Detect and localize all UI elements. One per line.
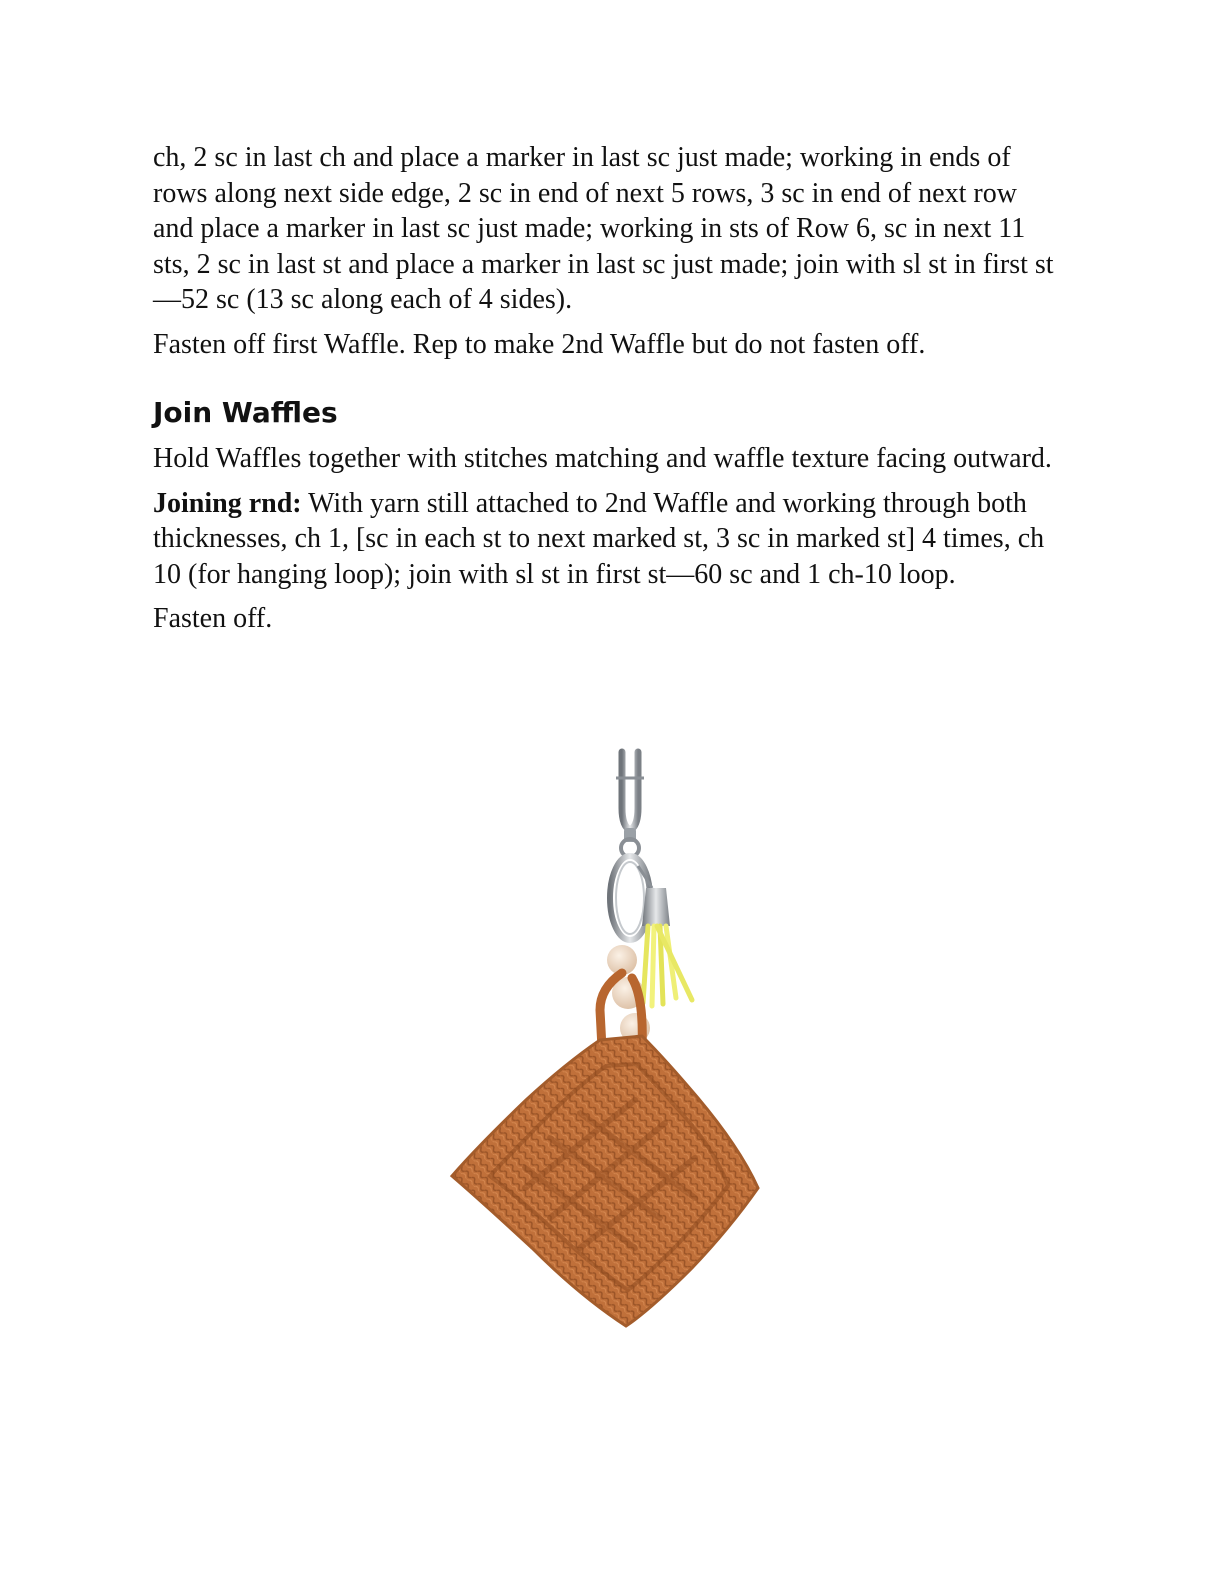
joining-round-text: With yarn still attached to 2nd Waffle and working through both thicknesses, ch 1, [sc in each st to next marked st, 3 sc in marked st] 4 times, ch 10 (for hanging loop); join with sl st in first st—60 sc and 1 ch-10 loop. [153,487,1045,590]
paragraph-hold-waffles: Hold Waffles together with stitches matching and waffle texture facing outward. [153,443,1052,474]
yellow-tassel-icon [638,866,692,1006]
paragraph-joining-round [153,486,1058,593]
lobster-clasp-icon [616,752,644,857]
text-column [153,140,1058,646]
joining-round-label: Joining rnd: [153,487,302,519]
paragraph-fasten-first: Fasten off first Waffle. Rep to make 2nd Waffle but do not fasten off. [153,328,926,360]
paragraph-fasten-off: Fasten off. [153,603,273,634]
split-ring-icon [610,856,650,940]
crochet-waffle-icon [452,1036,758,1326]
section-heading-join-waffles: Join Waffles [153,396,338,429]
paragraph-edging-instructions: ch, 2 sc in last ch and place a marker in last sc just made; working in ends of rows along next side edge, 2 sc in end of next 5 rows, 3 sc in end of next row and place a marker in last sc just made; working in sts of Row 6, sc in next 11 sts, 2 sc in last st and place a marker in last sc just made; join with sl st in first st—52 sc (13 sc along each of 4 sides). [153,142,1054,315]
keychain-photo [430,748,780,1348]
